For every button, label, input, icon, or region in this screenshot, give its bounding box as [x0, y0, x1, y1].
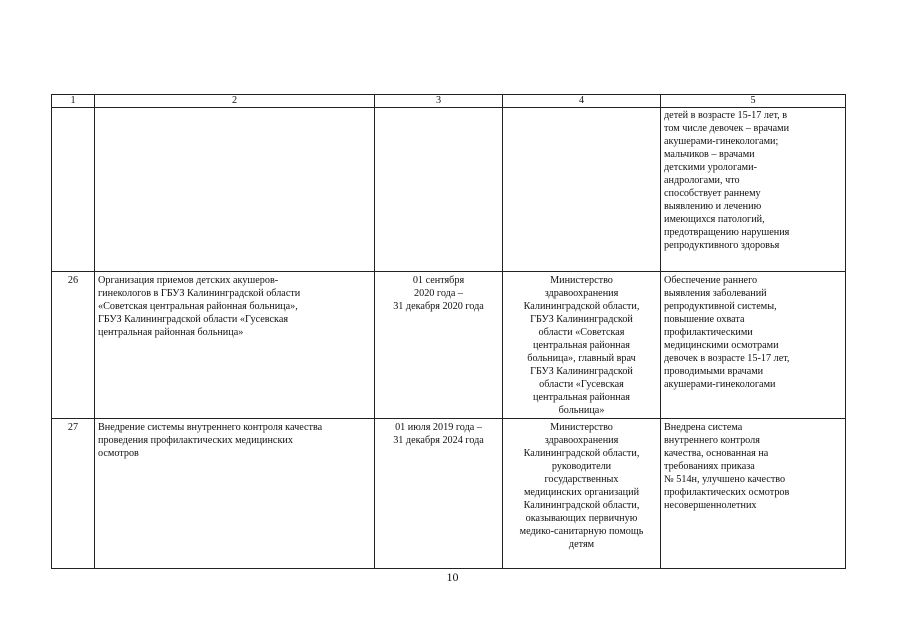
- page-number: 10: [446, 570, 459, 584]
- header-cell-5: 5: [661, 95, 846, 108]
- responsible-cell: [503, 108, 661, 272]
- responsible-cell: Министерство здравоохранения Калининградской области, ГБУЗ Калининградской области «Советская центральная районная больница», главный врач ГБУЗ Калининградской области «Гусевская центральная районная больница»: [503, 272, 661, 419]
- period-cell: [375, 108, 503, 272]
- header-cell-1: 1: [52, 95, 95, 108]
- event-cell: [95, 108, 375, 272]
- row-number: 26: [52, 272, 95, 419]
- row-number: [52, 108, 95, 272]
- table-row: [52, 272, 846, 419]
- result-cell: Внедрена система внутреннего контроля качества, основанная на требованиях приказа № 514н, улучшено качество профилактических осмотров несовершеннолетних: [661, 419, 846, 569]
- table-row: [52, 419, 846, 569]
- event-cell: Организация приемов детских акушеров- гинекологов в ГБУЗ Калининградской области «Советская центральная районная больница», ГБУЗ Калининградской области «Гусевская центральная районная больница»: [95, 272, 375, 419]
- period-cell: 01 июля 2019 года – 31 декабря 2024 года: [375, 419, 503, 569]
- table-header-row: [52, 95, 846, 108]
- header-cell-4: 4: [503, 95, 661, 108]
- table-row: [52, 108, 846, 272]
- result-cell: детей в возрасте 15-17 лет, в том числе девочек – врачами акушерами-гинекологами; мальчиков – врачами детскими урологами- андрологами, что способствует раннему выявлению и лечению имеющихся патологий, предотвращению нарушения репродуктивного здоровья: [661, 108, 846, 272]
- event-cell: Внедрение системы внутреннего контроля качества проведения профилактических медицинских осмотров: [95, 419, 375, 569]
- document-table: [51, 94, 846, 569]
- period-cell: 01 сентября 2020 года – 31 декабря 2020 года: [375, 272, 503, 419]
- row-number: 27: [52, 419, 95, 569]
- header-cell-3: 3: [375, 95, 503, 108]
- result-cell: Обеспечение раннего выявления заболеваний репродуктивной системы, повышение охвата профилактическими медицинскими осмотрами девочек в возрасте 15-17 лет, проводимыми врачами акушерами-гинекологами: [661, 272, 846, 419]
- responsible-cell: Министерство здравоохранения Калининградской области, руководители государственных медицинских организаций Калининградской области, оказывающих первичную медико-санитарную помощь детям: [503, 419, 661, 569]
- header-cell-2: 2: [95, 95, 375, 108]
